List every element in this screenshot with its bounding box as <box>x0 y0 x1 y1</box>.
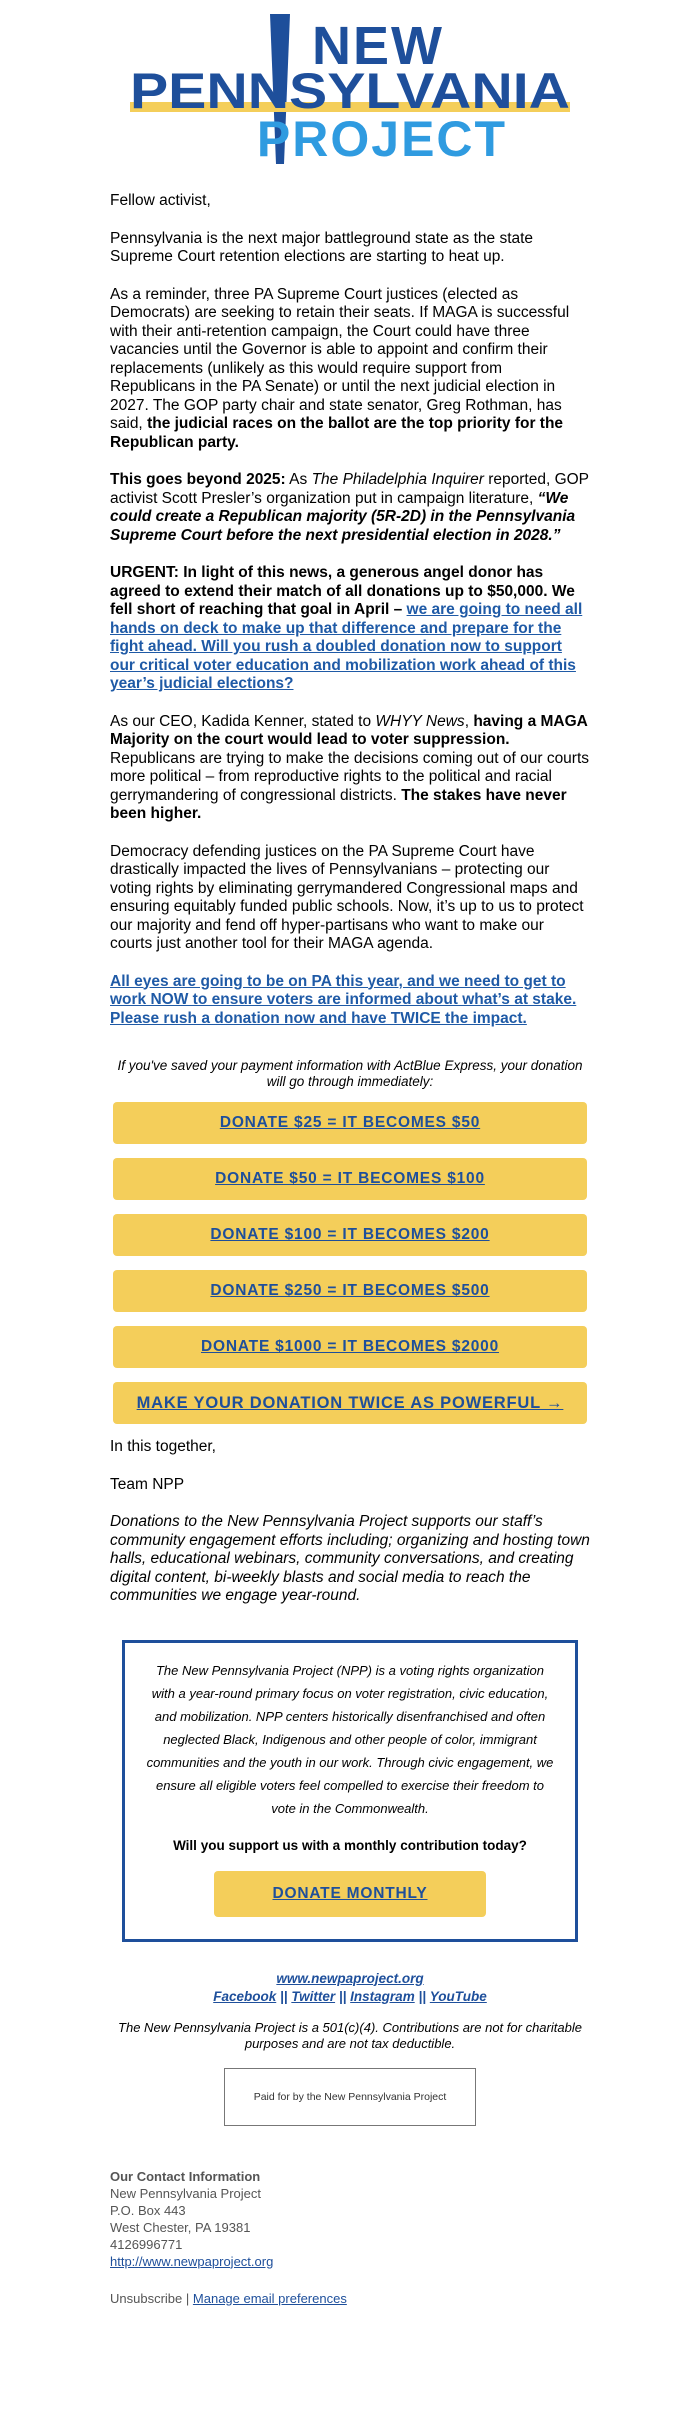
donate-twice-button[interactable]: MAKE YOUR DONATION TWICE AS POWERFUL → <box>113 1382 587 1424</box>
contact-org: New Pennsylvania Project <box>110 2185 262 2201</box>
paid-for-box: Paid for by the New Pennsylvania Project <box>224 2068 476 2126</box>
ceo-bold2: The stakes have never been higher. <box>110 786 567 822</box>
unsubscribe-link[interactable]: Unsubscribe <box>110 2290 183 2306</box>
actblue-express-note: If you've saved your payment information with ActBlue Express, your donation will go through immediately: <box>117 1058 583 1089</box>
paragraph-democracy: Democracy defending justices on the PA Supreme Court have drastically impacted the lives of Pennsylvanians – protecting our voting rights by eliminating gerrymandered Congressional maps and ensuring equitably funded public schools. Now, it’s up to us to protect our majority and fend off hyper-partisans who want to make our courts just another tool for their MAGA agenda. <box>110 842 584 952</box>
beyond-text2: reported, GOP activist Scott Presler’s organization put in campaign literature, <box>110 471 589 507</box>
urgent-donate-link[interactable]: we are going to need all hands on deck to make up that difference and prepare for the fight ahead. Will you rush a doubled donation now to support our critical voter education and mobilization work ahead of this year’s judicial elections? <box>110 601 583 692</box>
paragraph-intro: Pennsylvania is the next major battleground state as the state Supreme Court retention elections are starting to heat up. <box>110 229 534 265</box>
social-separator: || <box>418 1988 427 2004</box>
monthly-ask: Will you support us with a monthly contribution today? <box>173 1837 527 1853</box>
social-separator: || <box>280 1988 288 2004</box>
ceo-text1: As our CEO, Kadida Kenner, stated to <box>110 712 376 730</box>
youtube-link[interactable]: YouTube <box>429 1988 487 2004</box>
letter <box>0 170 700 1606</box>
twitter-link[interactable]: Twitter <box>291 1988 336 2004</box>
paragraph-all-eyes <box>110 973 590 1029</box>
signature: Team NPP <box>110 1475 185 1493</box>
closing-note: Donations to the New Pennsylvania Project supports our staff’s community engagement efforts including; organizing and hosting town halls, educational webinars, community conversations, and creating digital content, bi-weekly blasts and social media to reach the communities we engage year-round. <box>110 1513 590 1604</box>
contact-url-link[interactable]: http://www.newpaproject.org <box>110 2253 274 2269</box>
ceo-bold1: having a MAGA Majority on the court would lead to voter suppression. <box>110 712 588 748</box>
about-text: The New Pennsylvania Project (NPP) is a voting rights organization with a year-round primary focus on voter registration, civic education, and mobilization. NPP centers historically disenfranchised and often neglected Black, Indigenous and other people of color, immigrant communities and the youth in our work. Through civic engagement, we ensure all eligible voters feel compelled to exercise their freedom to vote in the Commonwealth. <box>146 1662 554 1816</box>
legal-disclaimer: The New Pennsylvania Project is a 501(c)(4). Contributions are not for charitable purposes and are not tax deductible. <box>118 2019 582 2051</box>
reminder-text: As a reminder, three PA Supreme Court justices (elected as Democrats) are seeking to retain their seats. If MAGA is successful with their anti-retention campaign, the Court could have three vacancies until the Governor is able to appoint and confirm their replacements (unlikely as this would require support from Republicans in the PA Senate) or until the next judicial election in 2027. The GOP party chair and state senator, Greg Rothman, has said, <box>110 285 570 432</box>
logo-line-new: NEW <box>312 16 444 76</box>
beyond-source: The Philadelphia Inquirer <box>311 471 484 488</box>
donate-50-button[interactable]: DONATE $50 = IT BECOMES $100 <box>113 1158 587 1200</box>
website-link[interactable]: www.newpaproject.org <box>276 1970 424 1986</box>
npp-logo <box>120 0 580 170</box>
footer-links <box>0 1970 700 2006</box>
beyond-quote: “We could create a Republican majority (5R-2D) in the Pennsylvania Supreme Court before the next presidential election in 2028.” <box>110 489 576 544</box>
contact-heading: Our Contact Information <box>110 2168 261 2184</box>
contact-phone: 4126996771 <box>110 2236 183 2252</box>
paragraph-beyond-2025 <box>110 471 590 545</box>
beyond-text1: As <box>285 471 312 488</box>
contact-info <box>0 2126 700 2307</box>
ceo-text3: Republicans are trying to make the decisions coming out of our courts more political – from reproductive rights to the political and racial gerrymandering of congressional districts. <box>110 749 590 804</box>
manage-preferences-link[interactable]: Manage email preferences <box>192 2290 347 2306</box>
beyond-lead: This goes beyond 2025: <box>110 471 286 488</box>
reminder-bold: the judicial races on the ballot are the top priority for the Republican party. <box>110 415 564 451</box>
social-separator: || <box>338 1988 347 2004</box>
contact-city: West Chester, PA 19381 <box>110 2219 251 2235</box>
donate-1000-button[interactable]: DONATE $1000 = IT BECOMES $2000 <box>113 1326 587 1368</box>
donate-100-button[interactable]: DONATE $100 = IT BECOMES $200 <box>113 1214 587 1256</box>
greeting: Fellow activist, <box>110 192 211 209</box>
paragraph-reminder <box>110 286 590 453</box>
donate-250-button[interactable]: DONATE $250 = IT BECOMES $500 <box>113 1270 587 1312</box>
facebook-link[interactable]: Facebook <box>213 1988 277 2004</box>
social-links <box>0 1988 700 2006</box>
donate-monthly-button[interactable]: DONATE MONTHLY <box>214 1871 486 1917</box>
all-eyes-donate-link[interactable]: All eyes are going to be on PA this year, and we need to get to work NOW to ensure voters are informed about what’s at stake. Please rush a donation now and have TWICE the impact. <box>110 972 577 1027</box>
instagram-link[interactable]: Instagram <box>350 1988 415 2004</box>
contact-po-box: P.O. Box 443 <box>110 2202 186 2218</box>
paragraph-urgent <box>110 564 590 694</box>
signoff: In this together, <box>110 1438 216 1455</box>
urgent-bold: URGENT: In light of this news, a generous angel donor has agreed to extend their match of all donations up to $50,000. We fell short of reaching that goal in April – <box>110 564 575 618</box>
paragraph-ceo <box>110 713 590 824</box>
logo-line-pennsylvania: PENNSYLVANIA <box>130 63 570 119</box>
about-box <box>122 1640 578 1942</box>
logo-line-project: PROJECT <box>256 111 508 167</box>
unsubscribe-row <box>110 2290 590 2307</box>
ceo-source: WHYY News <box>375 712 465 730</box>
ceo-text2: , <box>464 712 474 730</box>
unsubscribe-divider: | <box>185 2290 190 2306</box>
donate-25-button[interactable]: DONATE $25 = IT BECOMES $50 <box>113 1102 587 1144</box>
